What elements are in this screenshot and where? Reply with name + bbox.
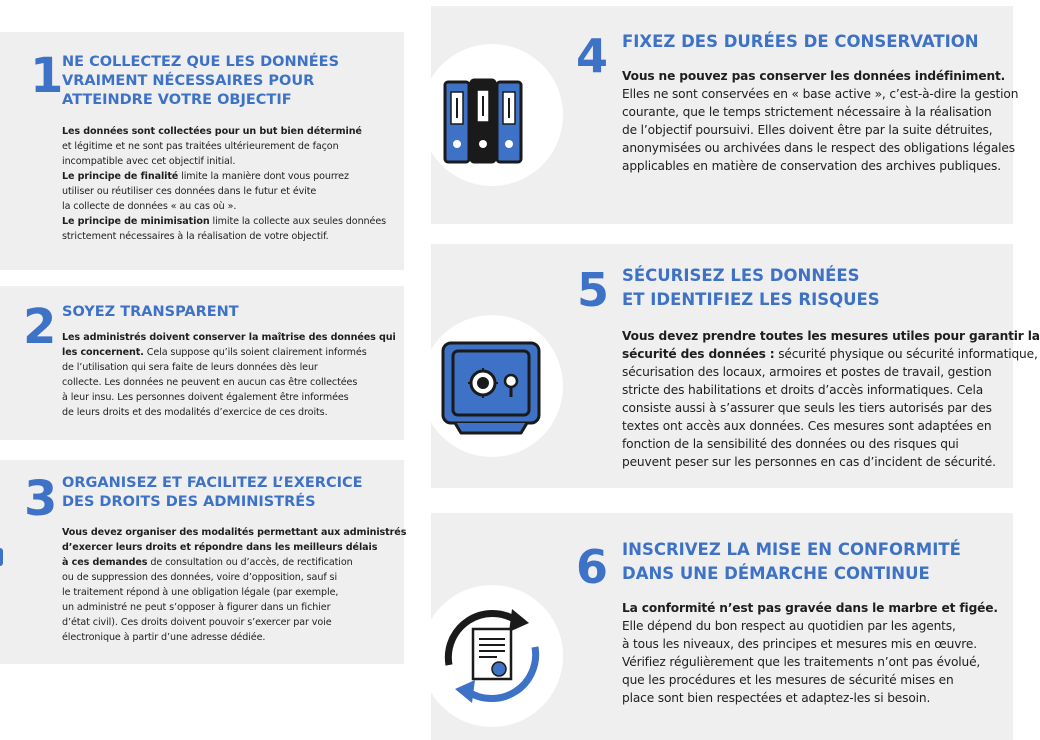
title-line: VRAIMENT NÉCESSAIRES POUR	[62, 73, 315, 90]
title-line: ATTEINDRE VOTRE OBJECTIF	[62, 92, 292, 109]
title-line: NE COLLECTEZ QUE LES DONNÉES	[62, 54, 340, 70]
body-line	[622, 345, 1040, 363]
body-line	[62, 391, 396, 406]
body-run: incompatible avec cet objectif initial.	[62, 155, 236, 167]
body-bold-run: Vous ne pouvez pas conserver les données indéfiniment.	[622, 69, 1006, 83]
body-line	[622, 617, 998, 635]
body-line	[622, 417, 1040, 435]
body-bold-run: Vous devez prendre toutes les mesures utiles pour garantir la	[622, 329, 1040, 343]
section-5-icon-circle	[421, 315, 563, 457]
title-line: SOYEZ TRANSPARENT	[62, 304, 239, 320]
body-line	[62, 361, 396, 376]
section-5-body	[622, 327, 1040, 471]
body-bold-run: à ces demandes	[62, 556, 148, 568]
section-6-number: 6	[576, 540, 609, 594]
body-line	[622, 157, 1018, 175]
body-line	[622, 139, 1018, 157]
body-run: applicables en matière de conservation des archives publiques.	[622, 159, 1001, 174]
body-bold-run: Les administrés doivent conserver la maîtrise des données qui	[62, 332, 396, 343]
body-run: de l’objectif poursuivi. Elles doivent être par la suite détruites,	[622, 123, 993, 138]
body-line	[62, 571, 406, 586]
title-line: FIXEZ DES DURÉES DE CONSERVATION	[622, 32, 979, 51]
section-3-body	[62, 526, 406, 646]
body-run: la collecte de données « au cas où ».	[62, 200, 237, 212]
body-line	[622, 85, 1018, 103]
body-run: collecte. Les données ne peuvent en aucun cas être collectées	[62, 376, 358, 388]
body-run: Elles ne sont conservées en « base active », c’est-à-dire la gestion	[622, 87, 1019, 102]
body-run: ou de suppression des données, voire d’opposition, sauf si	[62, 571, 338, 583]
body-line	[622, 381, 1040, 399]
body-bold-run: La conformité n’est pas gravée dans le marbre et figée.	[622, 601, 998, 615]
body-line	[62, 125, 386, 140]
body-run: que les procédures et les mesures de sécurité mises en	[622, 673, 954, 688]
body-bold-run: Le principe de finalité	[62, 170, 179, 182]
body-run: courante, que le temps strictement nécessaire à la réalisation	[622, 105, 992, 120]
section-6-title	[622, 538, 961, 586]
title-line: INSCRIVEZ LA MISE EN CONFORMITÉ	[622, 540, 961, 559]
body-line	[62, 616, 406, 631]
body-bold-run: Le principe de minimisation	[62, 215, 210, 227]
edge-marker	[0, 548, 3, 566]
section-1-number: 1	[30, 48, 64, 104]
body-line	[622, 67, 1018, 85]
section-4-number: 4	[576, 29, 609, 83]
title-line: DANS UNE DÉMARCHE CONTINUE	[622, 563, 930, 583]
document-cycle-icon	[421, 585, 563, 727]
body-run: utiliser ou réutiliser ces données dans le futur et évite	[62, 185, 317, 197]
body-bold-run: les concernent.	[62, 346, 144, 358]
body-line	[62, 215, 386, 230]
section-5-title	[622, 264, 880, 312]
body-run: à tous les niveaux, des principes et mesures mis en œuvre.	[622, 637, 977, 652]
body-line	[62, 406, 396, 421]
body-run: textes ont accès aux données. Ces mesures sont adaptées en	[622, 419, 992, 434]
section-6-body	[622, 599, 998, 707]
section-2-number: 2	[23, 299, 57, 355]
section-4-body	[622, 67, 1018, 175]
body-line	[62, 376, 396, 391]
title-line: ET IDENTIFIEZ LES RISQUES	[622, 289, 880, 309]
section-6-icon-circle	[421, 585, 563, 727]
section-1-title	[62, 53, 339, 110]
body-run: sécurisation des locaux, armoires et postes de travail, gestion	[622, 365, 992, 380]
body-bold-run: d’exercer leurs droits et répondre dans les meilleurs délais	[62, 541, 378, 553]
body-line	[62, 140, 386, 155]
body-line	[622, 635, 998, 653]
body-run: de consultation ou d’accès, de rectification	[147, 556, 353, 568]
body-run: et légitime et ne sont pas traitées ultérieurement de façon	[62, 140, 339, 152]
body-run: place sont bien respectées et adaptez-les si besoin.	[622, 691, 931, 706]
binders-icon	[421, 44, 563, 186]
body-run: Cela suppose qu’ils soient clairement informés	[143, 346, 367, 358]
body-bold-run: sécurité des données :	[622, 347, 775, 362]
body-line	[622, 103, 1018, 121]
title-line: ORGANISEZ ET FACILITEZ L’EXERCICE	[62, 475, 363, 491]
body-run: sécurité physique ou sécurité informatique,	[774, 347, 1038, 362]
section-3-title	[62, 474, 363, 512]
body-line	[622, 435, 1040, 453]
body-line	[622, 121, 1018, 139]
section-4-icon-circle	[421, 44, 563, 186]
body-line	[62, 170, 386, 185]
body-run: électronique à partir d’une adresse dédiée.	[62, 631, 266, 643]
body-run: de l’utilisation qui sera faite de leurs données dès leur	[62, 361, 318, 373]
body-line	[62, 331, 396, 346]
section-5-number: 5	[577, 263, 610, 317]
body-run: le traitement répond à une obligation légale (par exemple,	[62, 586, 339, 598]
body-run: Elle dépend du bon respect au quotidien par les agents,	[622, 619, 956, 634]
title-line: SÉCURISEZ LES DONNÉES	[622, 266, 860, 285]
body-run: d’état civil). Ces droits doivent pouvoir s’exercer par voie	[62, 616, 332, 628]
body-line	[622, 671, 998, 689]
title-line: DES DROITS DES ADMINISTRÉS	[62, 494, 316, 511]
body-run: limite la collecte aux seules données	[209, 215, 387, 227]
body-line	[62, 230, 386, 245]
body-line	[62, 541, 406, 556]
section-4-title	[622, 30, 979, 54]
body-line	[62, 155, 386, 170]
body-line	[622, 399, 1040, 417]
body-run: fonction de la sensibilité des données ou des risques qui	[622, 437, 959, 452]
body-run: peuvent peser sur les personnes en cas d’incident de sécurité.	[622, 455, 996, 470]
body-run: anonymisées ou archivées dans le respect des obligations légales	[622, 141, 1015, 156]
body-bold-run: Les données sont collectées pour un but bien déterminé	[62, 126, 362, 137]
body-line	[62, 556, 406, 571]
body-line	[622, 689, 998, 707]
section-2-title	[62, 303, 239, 322]
body-run: de leurs droits et des modalités d’exercice de ces droits.	[62, 406, 328, 418]
body-line	[622, 327, 1040, 345]
body-line	[622, 453, 1040, 471]
body-bold-run: Vous devez organiser des modalités permettant aux administrés	[62, 527, 407, 538]
body-run: stricte des habilitations et droits d’accès informatiques. Cela	[622, 383, 984, 398]
section-3-number: 3	[24, 471, 58, 527]
safe-icon	[421, 315, 563, 457]
body-line	[62, 185, 386, 200]
body-line	[62, 601, 406, 616]
body-line	[62, 200, 386, 215]
body-run: un administré ne peut s’opposer à figurer dans un fichier	[62, 601, 331, 613]
section-1-body	[62, 125, 386, 245]
body-run: Vérifiez régulièrement que les traitements n’ont pas évolué,	[622, 655, 981, 670]
body-run: consiste aussi à s’assurer que seuls les tiers autorisés par des	[622, 401, 992, 416]
body-line	[622, 363, 1040, 381]
body-line	[622, 599, 998, 617]
body-line	[62, 526, 406, 541]
body-line	[62, 631, 406, 646]
body-run: limite la manière dont vous pourrez	[178, 170, 349, 182]
section-2-body	[62, 331, 396, 421]
body-run: strictement nécessaires à la réalisation de votre objectif.	[62, 230, 329, 242]
body-run: à leur insu. Les personnes doivent également être informées	[62, 391, 349, 403]
body-line	[62, 586, 406, 601]
body-line	[62, 346, 396, 361]
body-line	[622, 653, 998, 671]
